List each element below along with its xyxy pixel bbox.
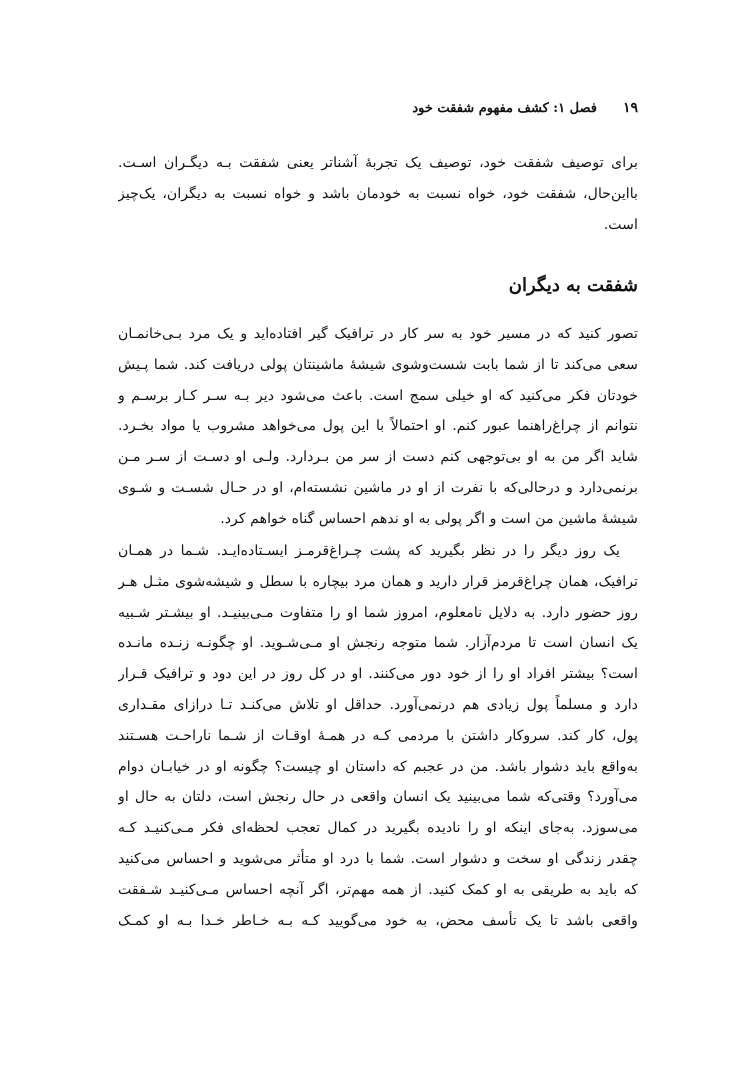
text-line: است؟ بیشتر افراد او را از خود دور می‌کنند. او در کل روز در این دود و ترافیک قـرار xyxy=(118,666,638,683)
text-line: یک انسان است تا مردم‌آزار. شما متوجه رنجش او مـی‌شـوید. او چگونـه زنـده مانـده xyxy=(118,635,638,652)
running-header xyxy=(118,96,638,120)
text-line: دارد و مسلماً پول زیادی هم درنمی‌آورد. حداقل او تلاش می‌کنـد تـا درازای مقـداری xyxy=(118,696,638,713)
text-line: که باید به طریقی به او کمک کنید. از همه مهم‌تر، اگر آنچه احساس مـی‌کنیـد شـفقت xyxy=(118,881,638,898)
text-line: می‌سوزد. به‌جای اینکه او را نادیده بگیرید در کمال تعجب لحظه‌ای فکر مـی‌کنیـد کـه xyxy=(118,820,638,837)
text-line: روز حضور دارد. به دلایل نامعلوم، امروز شما او را متفاوت مـی‌بینیـد. او بیشـتر شـبیه xyxy=(118,604,638,621)
text-line: سعی می‌کند تا از شما بابت شست‌وشوی شیشهٔ ماشینتان پولی دریافت کند. شما پـیش xyxy=(118,356,638,373)
paragraph-traffic-scenario xyxy=(118,319,638,535)
text-line: چقدر زندگی او سخت و دشوار است. شما با درد او متأثر می‌شوید و احساس می‌کنید xyxy=(118,850,638,867)
text-line: ترافیک، همان چراغ‌قرمز قرار دارید و همان مرد بیچاره با سطل و شیشه‌شوی مثـل هـر xyxy=(118,573,638,590)
text-line: خودتان فکر می‌کنید که او خیلی سمج است. باعث می‌شود دیر بـه سـر کـار برسـم و xyxy=(118,387,638,404)
text-line: شاید اگر من به او بی‌توجهی کنم دست از سر من بـردارد. ولـی او دسـت از سـر مـن xyxy=(118,449,638,466)
text-line: شیشهٔ ماشین من است و اگر پولی به او ندهم احساس گناه خواهم کرد. xyxy=(220,510,638,527)
section-heading: شفقت به دیگران xyxy=(508,275,638,296)
paragraph-another-day xyxy=(118,536,638,936)
text-line: می‌آورد؟ وقتی‌که شما می‌بینید یک انسان واقعی در حال رنجش است، دلتان به حال او xyxy=(118,789,638,806)
text-line: واقعی باشد تا یک تأسف محض، به خود می‌گویید کـه بـه خـاطر خـدا بـه او کمـک xyxy=(118,912,638,929)
page-number: ۱۹ xyxy=(622,100,638,116)
text-line: یک روز دیگر را در نظر بگیرید که پشت چـراغ‌قرمـز ایسـتاده‌ایـد. شـما در همـان xyxy=(118,543,620,559)
text-line: پول، کار کند. سروکار داشتن با مردمی کـه در همـهٔ اوقـات از شـما ناراحـت هسـتند xyxy=(118,727,638,744)
text-line: نتوانم از چراغ‌راهنما عبور کنم. او احتمالاً با این پول می‌خواهد مشروب یا مواد بخـرد. xyxy=(118,418,638,435)
text-line: است. xyxy=(603,216,638,233)
text-line: بااین‌حال، شفقت خود، خواه نسبت به خودمان باشد و خواه نسبت به دیگران، یک‌چیز xyxy=(118,185,638,202)
text-line: تصور کنید که در مسیر خود به سر کار در ترافیک گیر افتاده‌اید و یک مرد بـی‌خانمـان xyxy=(118,326,638,342)
chapter-title: فصل ۱: کشف مفهوم شفقت خود xyxy=(412,100,597,116)
paragraph-intro xyxy=(118,148,638,240)
text-line: برنمی‌دارد و درحالی‌که با نفرت از او در ماشین نشسته‌ام، او در حـال شسـت و شـوی xyxy=(118,479,638,496)
text-line: به‌واقع باید دشوار باشد. من در عجبم که داستان او چیست؟ چگونه او در خیابـان دوام xyxy=(118,758,638,775)
text-line: برای توصیف شفقت خود، توصیف یک تجربهٔ آشناتر یعنی شفقت بـه دیگـران اسـت. xyxy=(118,155,638,171)
